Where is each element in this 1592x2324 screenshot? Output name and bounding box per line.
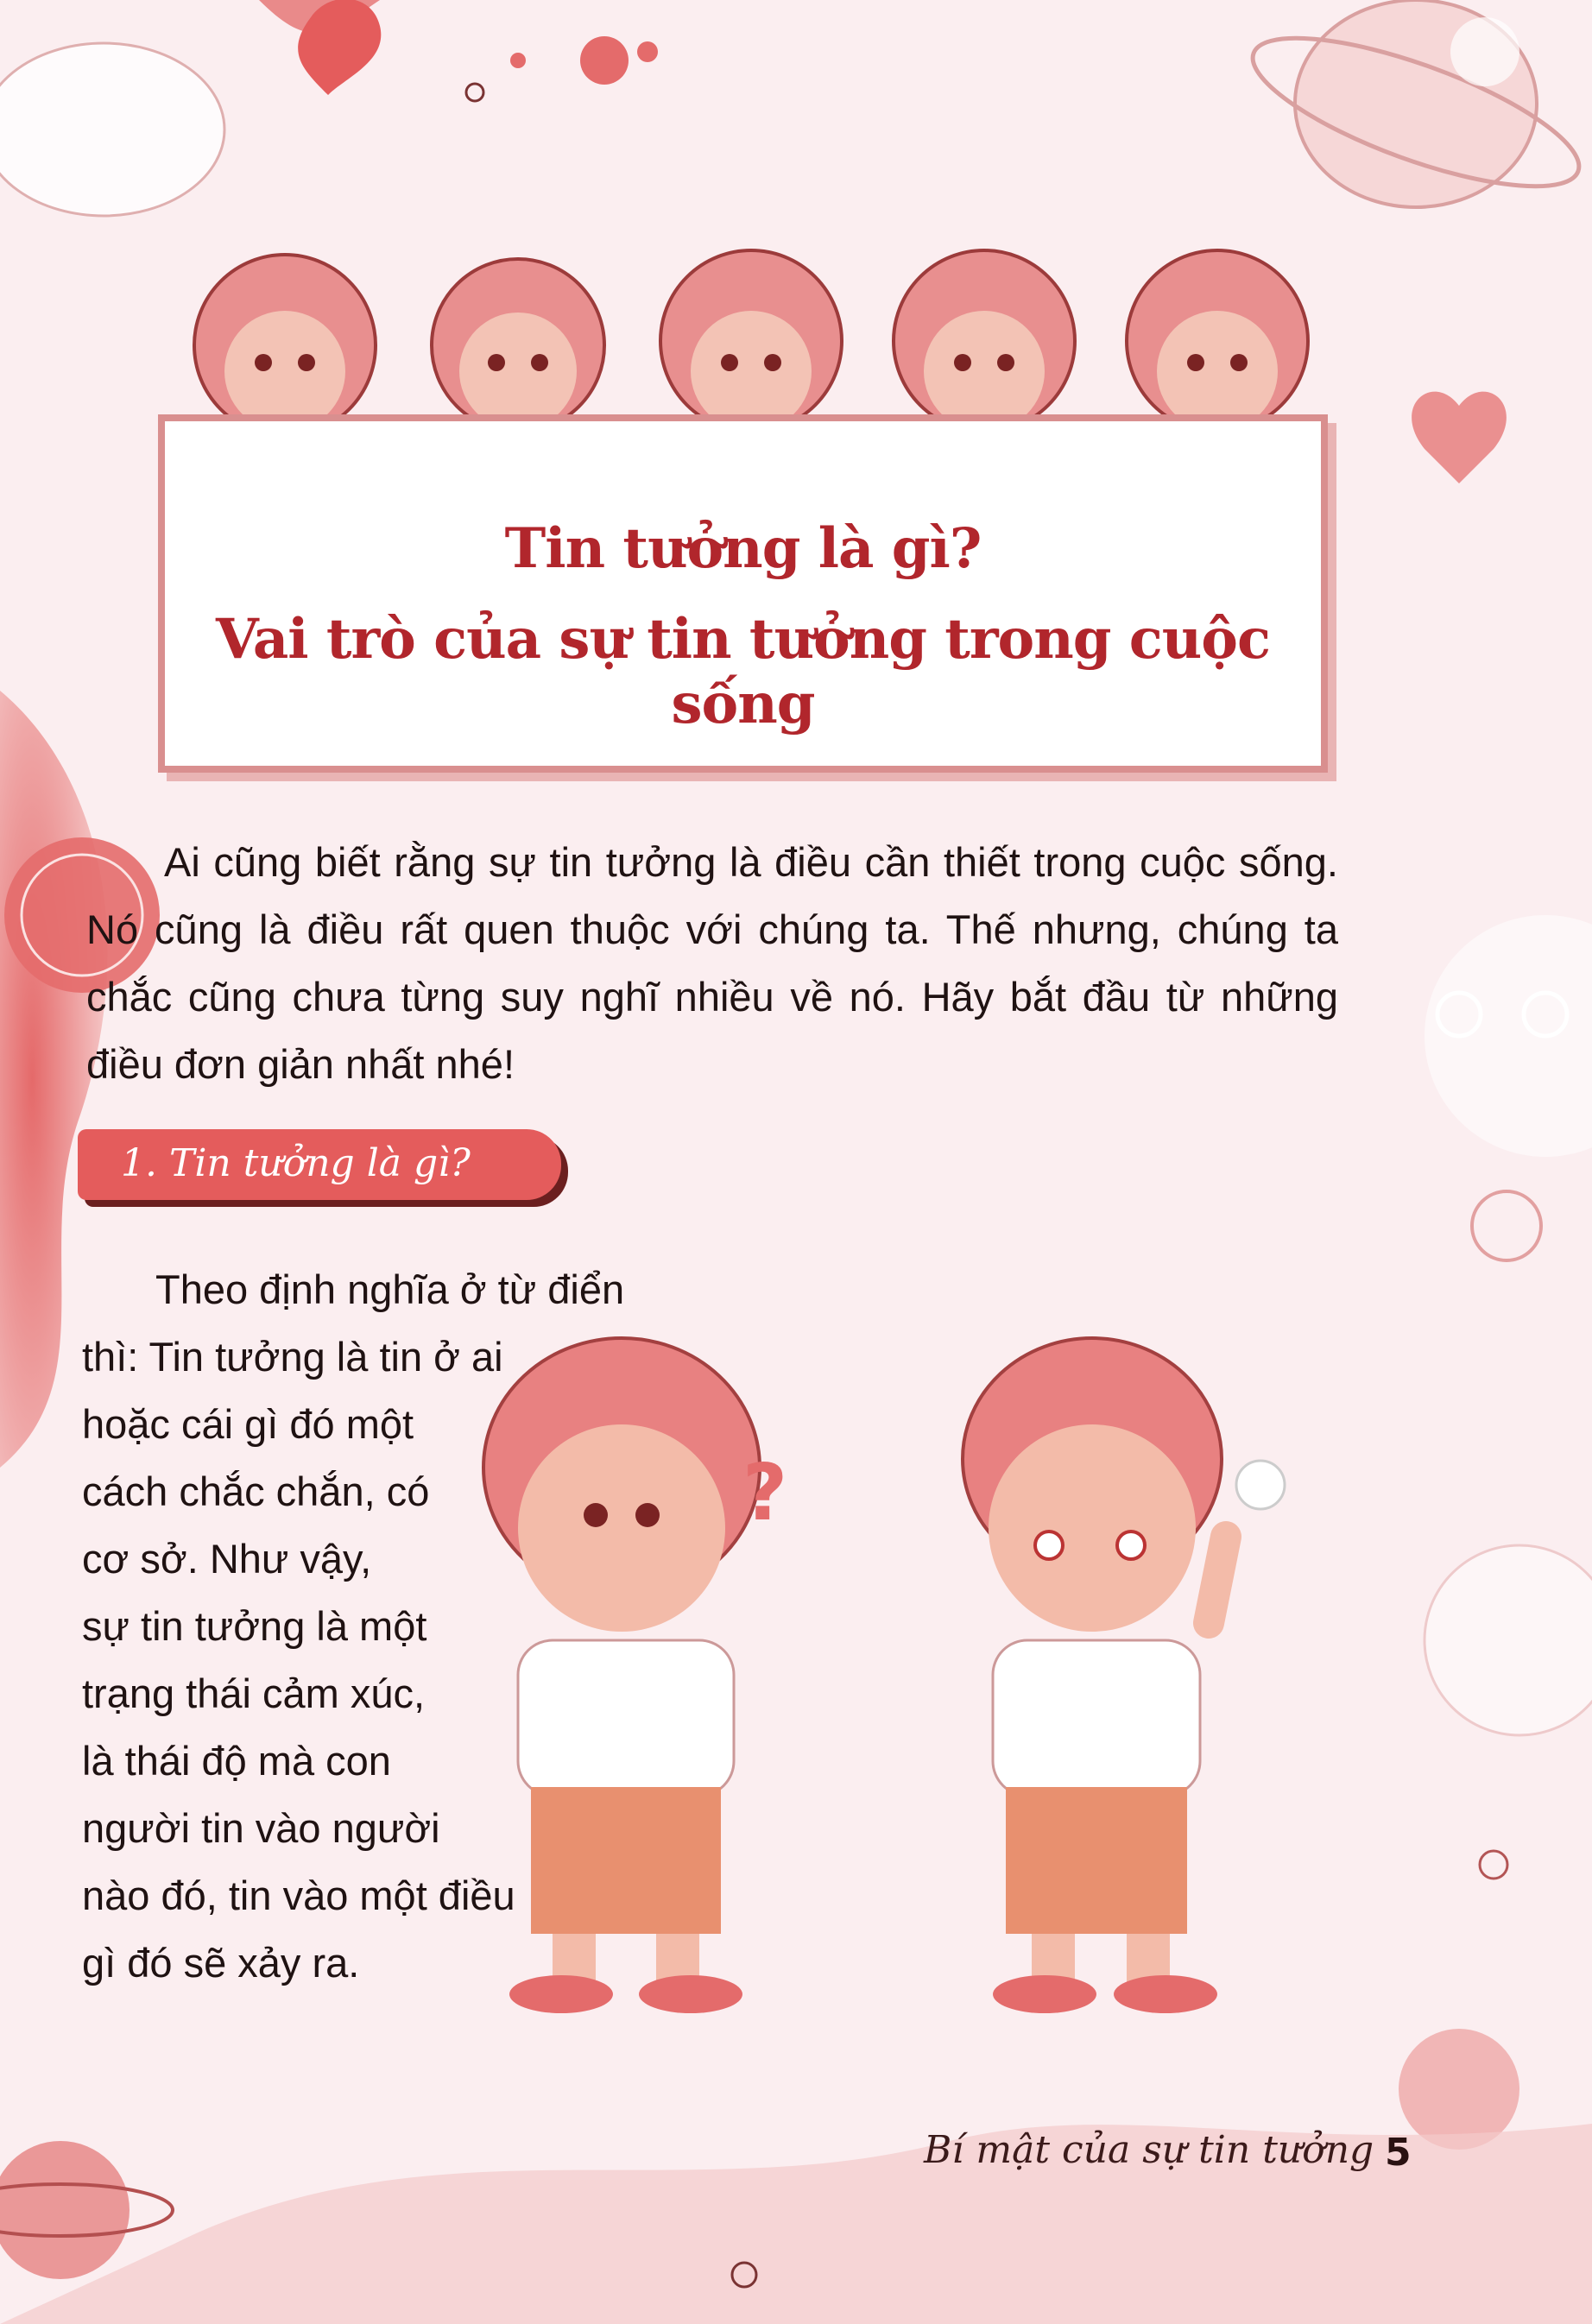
definition-line: gì đó sẽ xảy ra. (82, 1940, 360, 1986)
definition-paragraph (82, 1256, 712, 1997)
definition-line: người tin vào người (82, 1805, 440, 1851)
definition-line: trạng thái cảm xúc, (82, 1670, 426, 1716)
definition-line: hoặc cái gì đó một (82, 1401, 414, 1447)
book-title-footer: Bí mật của sự tin tưởng (924, 2128, 1374, 2172)
definition-line: là thái độ mà con (82, 1738, 391, 1784)
definition-line: cách chắc chắn, có (82, 1468, 430, 1514)
definition-line: Theo định nghĩa ở từ điển (155, 1266, 625, 1312)
definition-line: cơ sở. Như vậy, (82, 1536, 372, 1582)
definition-line: sự tin tưởng là một (82, 1603, 427, 1649)
intro-paragraph: Ai cũng biết rằng sự tin tưởng là điều cần thiết trong cuộc sống. Nó cũng là điều rất quen thuộc với chúng ta. Thế nhưng, chúng ta chắc cũng chưa từng suy nghĩ nhiều về nó. Hãy bắt đầu từ những điều đơn giản nhất nhé! (86, 839, 1338, 1087)
page-title-line2: Vai trò của sự tin tưởng trong cuộc sống (216, 607, 1270, 736)
definition-line: thì: Tin tưởng là tin ở ai (82, 1334, 503, 1380)
svg-text:?: ? (742, 1448, 788, 1538)
page-title-line1: Tin tưởng là gì? (504, 516, 982, 581)
definition-line: nào đó, tin vào một điều (82, 1872, 515, 1918)
page-number: 5 (1385, 2131, 1412, 2175)
section-heading-text: 1. Tin tưởng là gì? (121, 1141, 471, 1185)
